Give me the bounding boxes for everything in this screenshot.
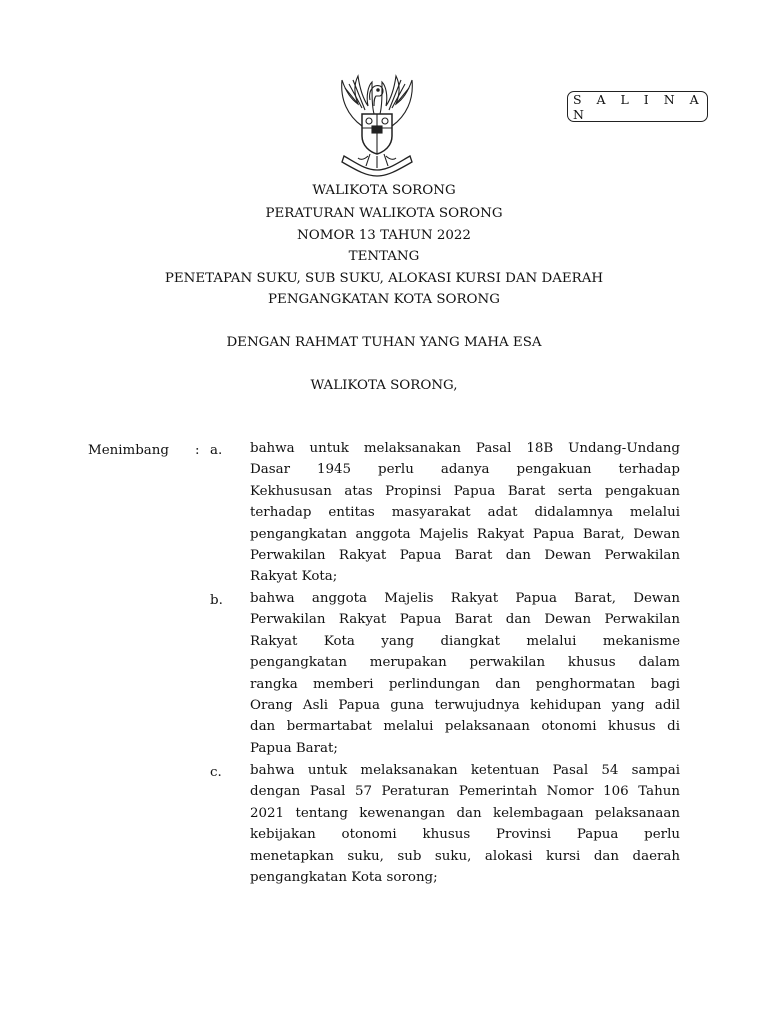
header-tentang: TENTANG	[348, 249, 420, 264]
text-line: Dasar 1945 perlu adanya pengakuan terhadap	[250, 462, 680, 478]
item-letter-b: b.	[210, 593, 223, 608]
considering-label: Menimbang	[88, 443, 169, 458]
text-line: menetapkan suku, sub suku, alokasi kursi dan daerah	[250, 848, 680, 864]
header-title-1: PENETAPAN SUKU, SUB SUKU, ALOKASI KURSI DAN DAERAH	[164, 271, 604, 286]
text-line: Perwakilan Rakyat Papua Barat dan Dewan Perwakilan	[250, 612, 680, 628]
blessing-text: DENGAN RAHMAT TUHAN YANG MAHA ESA	[226, 335, 542, 350]
text-line: Perwakilan Rakyat Papua Barat dan Dewan Perwakilan	[250, 547, 680, 563]
item-text-a	[250, 438, 680, 588]
item-text-b	[250, 588, 680, 759]
text-line: pengangkatan merupakan perwakilan khusus dalam	[250, 655, 680, 671]
text-line: pengangkatan Kota sorong;	[250, 869, 438, 885]
considering-colon: :	[195, 443, 200, 458]
text-line: bahwa untuk melaksanakan ketentuan Pasal 54 sampai	[250, 763, 680, 778]
text-line: pengangkatan anggota Majelis Rakyat Papua Barat, Dewan	[250, 526, 680, 542]
text-line: bahwa anggota Majelis Rakyat Papua Barat, Dewan	[250, 591, 680, 606]
text-line: kebijakan otonomi khusus Provinsi Papua perlu	[250, 827, 680, 843]
item-letter-c: c.	[210, 765, 222, 780]
text-line: dan bermartabat melalui pelaksanaan otonomi khusus di	[250, 719, 680, 735]
text-line: 2021 tentang kewenangan dan kelembagaan pelaksanaan	[250, 805, 680, 821]
text-line: dengan Pasal 57 Peraturan Pemerintah Nomor 106 Tahun	[250, 784, 680, 800]
text-line: Rakyat Kota;	[250, 569, 338, 585]
item-letter-a: a.	[210, 443, 223, 458]
text-line: Rakyat Kota yang diangkat melalui mekanisme	[250, 633, 680, 649]
item-text-c	[250, 760, 680, 888]
header-walikota: WALIKOTA SORONG	[312, 183, 456, 198]
header-nomor: NOMOR 13 TAHUN 2022	[297, 228, 471, 243]
text-line: bahwa untuk melaksanakan Pasal 18B Undang-Undang	[250, 441, 680, 456]
text-line: Kekhususan atas Propinsi Papua Barat serta pengakuan	[250, 483, 680, 499]
text-line: Orang Asli Papua guna terwujudnya kehidupan yang adil	[250, 697, 680, 713]
text-line: rangka memberi perlindungan dan penghormatan bagi	[250, 676, 680, 692]
text-line: terhadap entitas masyarakat adat didalamnya melalui	[250, 505, 680, 521]
official-title: WALIKOTA SORONG,	[310, 378, 458, 393]
salinan-stamp: S A L I N A N	[567, 91, 708, 122]
header-peraturan: PERATURAN WALIKOTA SORONG	[265, 206, 503, 221]
text-line: Papua Barat;	[250, 740, 338, 756]
header-title-2: PENGANGKATAN KOTA SORONG	[268, 292, 500, 307]
garuda-emblem-icon	[318, 70, 436, 178]
